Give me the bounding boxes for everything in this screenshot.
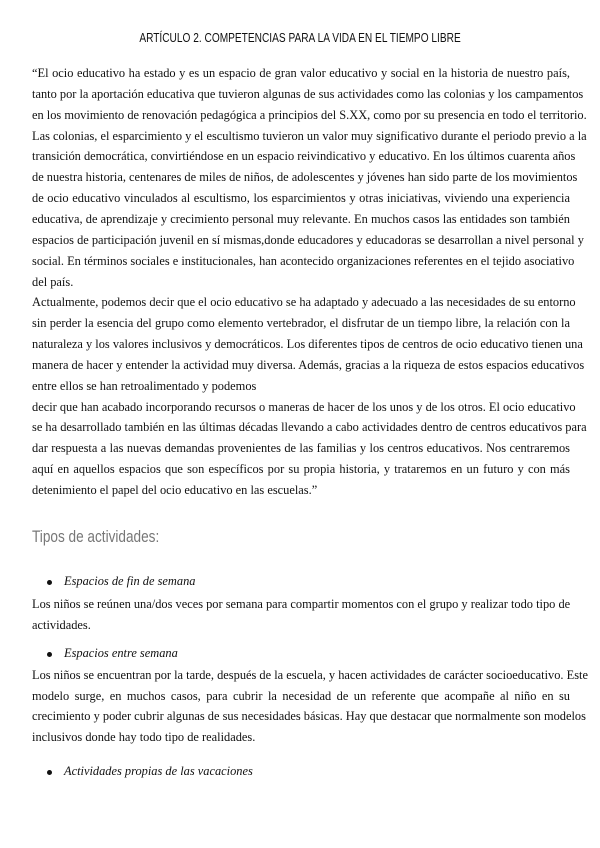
body-text-line: de nuestra historia, centenares de miles de niños, de adolescentes y jóvenes han sido parte de los movimientos [32, 170, 578, 185]
bullet-icon [47, 770, 52, 775]
body-text-line: manera de hacer y entender la actividad muy diversa. Además, gracias a la riqueza de estos espacios educativos [32, 357, 585, 372]
activity-description-line: modelo surge, en muchos casos, para cubrir la necesidad de un referente que acompañe al niño en su [32, 689, 570, 703]
activity-bullet [47, 645, 178, 661]
activity-bullet [47, 573, 195, 589]
article-title [0, 30, 600, 45]
activity-description-line: actividades. [32, 618, 91, 632]
body-text-line: Las colonias, el esparcimiento y el escultismo tuvieron un valor muy significativo durante el periodo previo a la [32, 128, 587, 143]
activity-description-line: Los niños se encuentran por la tarde, después de la escuela, y hacen actividades de carácter socioeducativo. Este [32, 668, 588, 682]
article-title-text: ARTÍCULO 2. COMPETENCIAS PARA LA VIDA EN EL TIEMPO LIBRE [139, 30, 461, 45]
body-text-line: sin perder la esencia del grupo como elemento vertebrador, el disfrutar de un tiempo libre, la relación con la [32, 316, 570, 331]
activity-title: Actividades propias de las vacaciones [64, 764, 253, 778]
body-text-line: Actualmente, podemos decir que el ocio educativo se ha adaptado y adecuado a las necesidades de su entorno [32, 295, 576, 310]
body-text-line: aquí en aquellos espacios que son específicos por su propia historia, y trataremos en un futuro y con más [32, 462, 570, 477]
body-text-line: se ha desarrollado también en las últimas décadas llevando a cabo actividades dentro de centros educativos para [32, 420, 587, 435]
activity-bullet [47, 763, 253, 779]
activity-description-line: inclusivos donde hay todo tipo de realidades. [32, 730, 256, 744]
activity-title: Espacios de fin de semana [64, 574, 196, 588]
body-text-line: naturaleza y los valores inclusivos y democráticos. Los diferentes tipos de centros de ocio educativo tienen una [32, 337, 583, 352]
body-text-line: de ocio educativo vinculados al escultismo, los esparcimientos y otras iniciativas, viviendo una experiencia [32, 191, 570, 206]
body-text-line: entre ellos se han retroalimentado y podemos [32, 378, 257, 393]
body-text-line: detenimiento el papel del ocio educativo en las escuelas.” [32, 483, 318, 497]
body-text-line: del país. [32, 274, 74, 289]
body-text-line: en los movimiento de renovación pedagógica a principios del S.XX, como por su presencia en todo el territorio. [32, 107, 587, 122]
body-text-line: social. En términos sociales e institucionales, han acontecido organizaciones referentes en el tejido asociativo [32, 253, 575, 268]
section-heading [32, 527, 191, 547]
body-text-line: educativa, de aprendizaje y crecimiento personal muy relevante. En muchos casos las entidades son también [32, 211, 570, 226]
bullet-icon [47, 580, 52, 585]
bullet-icon [47, 652, 52, 657]
body-text-line: transición democrática, convirtiéndose en un espacio reivindicativo y educativo. En los últimos cuarenta años [32, 149, 576, 164]
activity-title: Espacios entre semana [64, 646, 178, 660]
body-text-line: dar respuesta a las nuevas demandas provenientes de las familias y los centros educativos. Nos centraremos [32, 441, 570, 456]
body-text-line: decir que han acabado incorporando recursos o maneras de hacer de los unos y de los otros. El ocio educativo [32, 399, 576, 414]
body-text-line: espacios de participación juvenil en sí mismas,donde educadores y educadoras se desarrollan a nivel personal y [32, 232, 584, 247]
activity-description-line: Los niños se reúnen una/dos veces por semana para compartir momentos con el grupo y realizar todo tipo de [32, 597, 571, 611]
body-text-line: tanto por la aportación educativa que tuvieron algunas de sus actividades como las colonias y los campamentos [32, 86, 584, 101]
body-text-line: “El ocio educativo ha estado y es un espacio de gran valor educativo y social en la historia de nuestro país, [32, 66, 570, 80]
section-heading-text: Tipos de actividades: [32, 527, 160, 546]
activity-description-line: crecimiento y poder cubrir algunas de sus necesidades básicas. Hay que destacar que normalmente son modelos [32, 709, 586, 723]
